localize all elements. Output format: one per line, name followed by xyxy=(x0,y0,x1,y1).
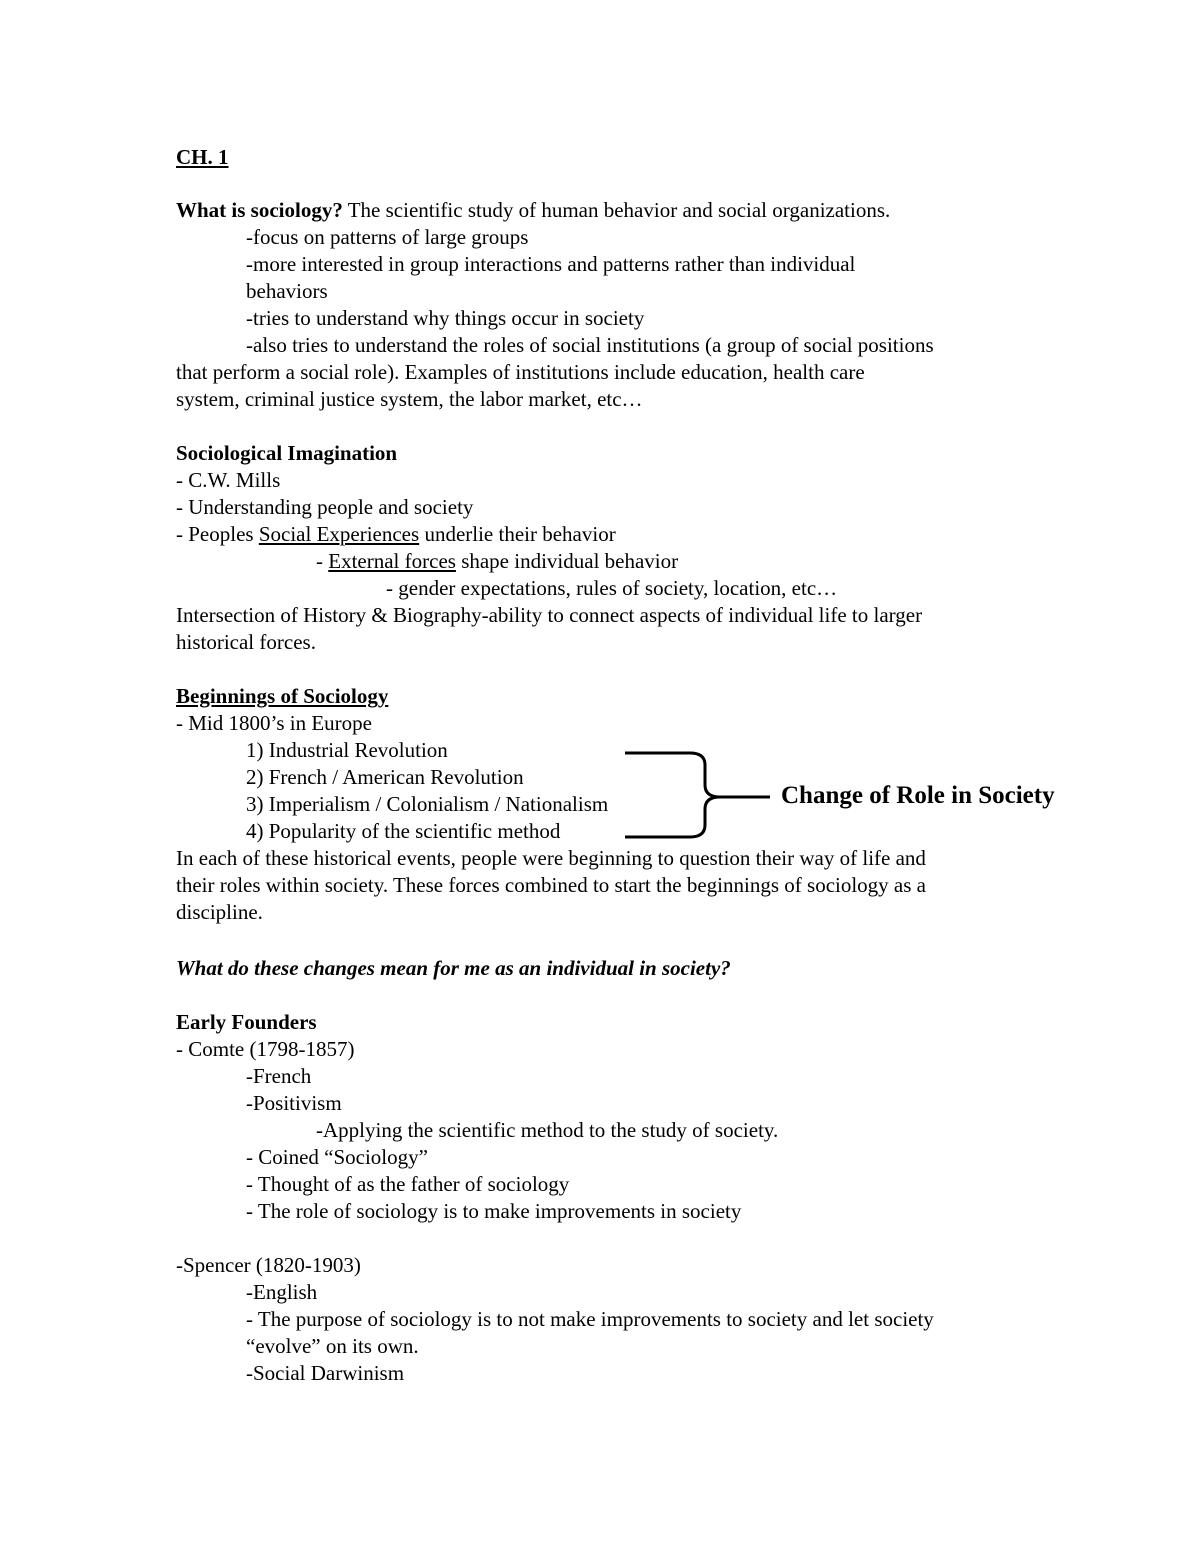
external-forces-term: External forces xyxy=(328,549,456,573)
spencer-line: “evolve” on its own. xyxy=(246,1334,419,1358)
spencer-line: -English xyxy=(246,1280,318,1304)
beginnings-paragraph: discipline. xyxy=(176,900,263,924)
sociology-bullet: -tries to understand why things occur in society xyxy=(246,306,645,330)
sociology-continuation: system, criminal justice system, the labor market, etc… xyxy=(176,387,643,411)
beginnings-heading: Beginnings of Sociology xyxy=(176,684,389,708)
beginnings-item: 3) Imperialism / Colonialism / Nationalism xyxy=(246,792,609,816)
beginnings-line: - Mid 1800’s in Europe xyxy=(176,711,372,735)
imagination-line: - gender expectations, rules of society, location, etc… xyxy=(386,576,838,600)
sociology-bullet: behaviors xyxy=(246,279,328,303)
spencer-line: - The purpose of sociology is to not make improvements to society and let society xyxy=(246,1307,934,1331)
what-is-sociology-term: What is sociology? xyxy=(176,198,343,222)
imagination-line: Intersection of History & Biography-ability to connect aspects of individual life to larger xyxy=(176,603,923,627)
comte-line: -Positivism xyxy=(246,1091,342,1115)
comte-line: - Coined “Sociology” xyxy=(246,1145,428,1169)
imagination-text: - Peoples xyxy=(176,522,259,546)
brace-label: Change of Role in Society xyxy=(781,782,1055,809)
imagination-text: - xyxy=(316,549,329,573)
curly-brace-icon xyxy=(620,745,780,845)
comte-line: -French xyxy=(246,1064,312,1088)
sociology-bullet: -also tries to understand the roles of social institutions (a group of social positions xyxy=(246,333,934,357)
beginnings-item: 2) French / American Revolution xyxy=(246,765,524,789)
comte-line: - The role of sociology is to make improvements in society xyxy=(246,1199,742,1223)
social-experiences-term: Social Experiences xyxy=(258,522,420,546)
imagination-text: underlie their behavior xyxy=(419,522,616,546)
sociological-imagination-heading: Sociological Imagination xyxy=(176,441,398,465)
imagination-line: - Understanding people and society xyxy=(176,495,474,519)
chapter-heading: CH. 1 xyxy=(176,145,229,169)
comte-line: -Applying the scientific method to the study of society. xyxy=(316,1118,779,1142)
imagination-line xyxy=(316,548,678,575)
beginnings-paragraph: their roles within society. These forces combined to start the beginnings of sociology as a xyxy=(176,873,926,897)
comte-line: - Thought of as the father of sociology xyxy=(246,1172,570,1196)
beginnings-item: 1) Industrial Revolution xyxy=(246,738,448,762)
what-is-sociology-line xyxy=(176,197,890,224)
early-founders-heading: Early Founders xyxy=(176,1010,317,1034)
sociology-continuation: that perform a social role). Examples of institutions include education, health care xyxy=(176,360,865,384)
imagination-line: - C.W. Mills xyxy=(176,468,281,492)
beginnings-paragraph: In each of these historical events, people were beginning to question their way of life and xyxy=(176,846,926,870)
imagination-line xyxy=(176,521,616,548)
imagination-line: historical forces. xyxy=(176,630,316,654)
spencer-line: -Social Darwinism xyxy=(246,1361,405,1385)
sociology-bullet: -more interested in group interactions and patterns rather than individual xyxy=(246,252,856,276)
reflection-question: What do these changes mean for me as an individual in society? xyxy=(176,956,731,980)
spencer-name: -Spencer (1820-1903) xyxy=(176,1253,361,1277)
comte-name: - Comte (1798-1857) xyxy=(176,1037,355,1061)
beginnings-item: 4) Popularity of the scientific method xyxy=(246,819,561,843)
sociology-bullet: -focus on patterns of large groups xyxy=(246,225,529,249)
what-is-sociology-definition: The scientific study of human behavior and social organizations. xyxy=(342,198,891,222)
imagination-text: shape individual behavior xyxy=(455,549,679,573)
